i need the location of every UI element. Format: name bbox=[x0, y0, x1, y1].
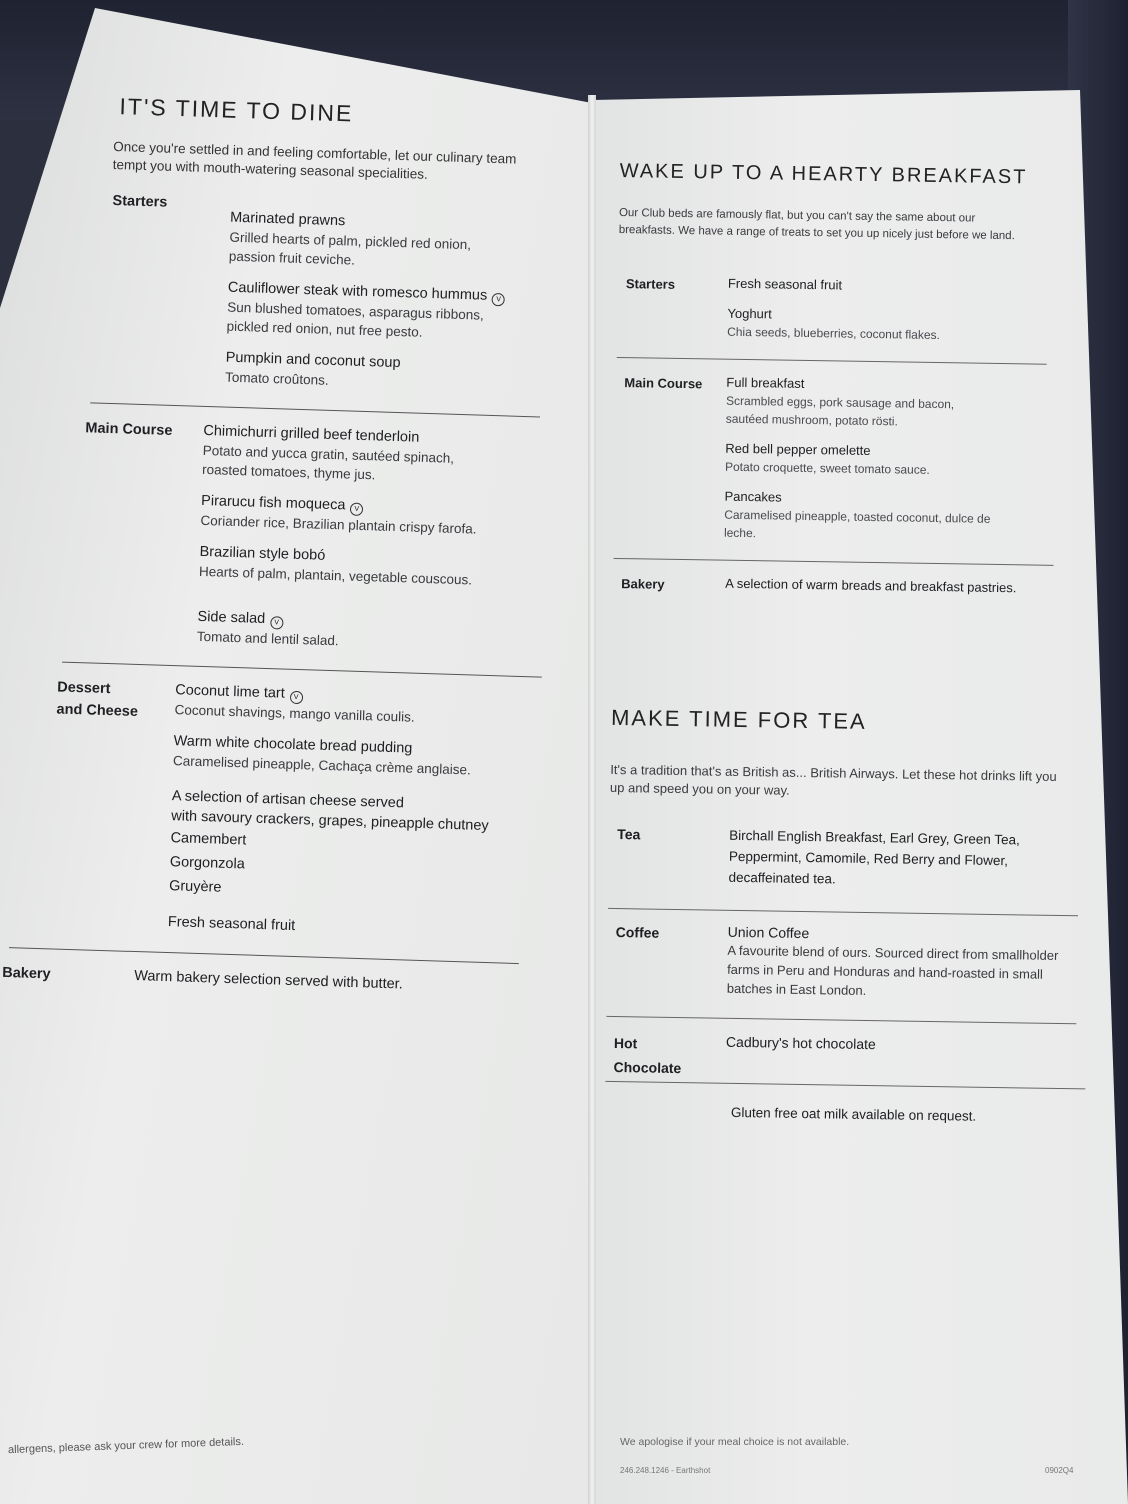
item-name: Yoghurt bbox=[727, 305, 772, 322]
dinner-bakery-label: Bakery bbox=[2, 964, 51, 983]
tea-section bbox=[616, 823, 1079, 893]
breakfast-intro: Our Club beds are famously flat, but you can't say the same about our breakfasts. We have a range of treats to set you up nicely just before we land. bbox=[618, 206, 1015, 243]
item-name: A selection of warm breads and breakfast pastries. bbox=[725, 575, 1017, 596]
item-name: Fresh seasonal fruit bbox=[727, 275, 843, 293]
dinner-starters-section bbox=[106, 190, 556, 409]
tea-title: MAKE TIME FOR TEA bbox=[610, 704, 867, 734]
item-desc: Sun blushed tomatoes, asparagus ribbons, pickled red onion, nut free pesto. bbox=[226, 299, 485, 340]
dinner-title: IT'S TIME TO DINE bbox=[119, 93, 354, 127]
dinner-dessert-label: Dessert and Cheese bbox=[56, 679, 139, 721]
divider bbox=[606, 1016, 1076, 1024]
breakfast-main-section bbox=[622, 372, 1087, 559]
dinner-main-label: Main Course bbox=[85, 420, 173, 439]
divider bbox=[614, 558, 1054, 566]
menu-item bbox=[728, 275, 1088, 299]
cheese-name: Camembert bbox=[170, 830, 247, 849]
hot-chocolate-label: Hot Chocolate bbox=[613, 1035, 682, 1077]
cheese-item bbox=[169, 786, 538, 909]
dinner-starters-label: Starters bbox=[112, 192, 168, 211]
cheese-name: Gruyère bbox=[168, 878, 222, 896]
dinner-panel bbox=[0, 90, 560, 1001]
menu-item bbox=[229, 208, 557, 276]
cheese-line: with savoury crackers, grapes, pineapple chutney bbox=[171, 808, 489, 835]
dinner-main-section bbox=[78, 417, 549, 668]
hot-chocolate-section bbox=[613, 1031, 1076, 1086]
tea-intro: It's a tradition that's as British as... British Airways. Let these hot drinks lift you up and speed you on your way. bbox=[609, 761, 1057, 798]
item-name: Red bell pepper omelette bbox=[725, 440, 871, 458]
item-name: Warm white chocolate bread pudding bbox=[173, 733, 413, 757]
breakfast-bakery-section bbox=[621, 573, 1083, 602]
item-name: Pumpkin and coconut soup bbox=[225, 349, 401, 372]
breakfast-main-label: Main Course bbox=[624, 375, 703, 392]
coffee-section bbox=[615, 921, 1078, 1003]
menu-item bbox=[726, 374, 1087, 434]
divider bbox=[608, 908, 1078, 916]
cheese-name: Gorgonzola bbox=[169, 854, 246, 873]
item-desc: Tomato and lentil salad. bbox=[196, 628, 339, 649]
oat-milk-note: Gluten free oat milk available on request. bbox=[730, 1104, 977, 1124]
menu-item bbox=[199, 542, 546, 592]
item-desc: Potato croquette, sweet tomato sauce. bbox=[724, 459, 930, 477]
item-name: Side salad V bbox=[197, 607, 543, 638]
breakfast-bakery-label: Bakery bbox=[621, 576, 665, 592]
menu-code-right: 0902Q4 bbox=[1045, 1466, 1074, 1475]
cheese-line: A selection of artisan cheese served bbox=[171, 788, 405, 812]
divider bbox=[617, 357, 1047, 365]
breakfast-starters-section bbox=[625, 273, 1088, 358]
menu-item bbox=[724, 488, 1085, 548]
allergen-footnote: allergens, please ask your crew for more details. bbox=[7, 1435, 245, 1457]
menu-item bbox=[168, 912, 534, 943]
menu-item bbox=[197, 607, 544, 657]
breakfast-panel bbox=[605, 150, 1090, 1127]
item-name: Brazilian style bobó bbox=[199, 543, 326, 564]
dinner-dessert-section bbox=[49, 676, 541, 955]
coffee-label: Coffee bbox=[615, 924, 660, 941]
item-desc: Scrambled eggs, pork sausage and bacon, sautéed mushroom, potato rösti. bbox=[725, 393, 955, 429]
tea-label: Tea bbox=[617, 826, 641, 843]
item-desc: Caramelised pineapple, Cachaça crème anglaise. bbox=[172, 753, 472, 778]
breakfast-starters-label: Starters bbox=[625, 276, 676, 292]
dietary-icon: V bbox=[350, 503, 363, 516]
item-name: Warm bakery selection served with butter. bbox=[133, 968, 403, 993]
menu-item bbox=[225, 348, 552, 397]
item-name: Pancakes bbox=[724, 488, 782, 505]
menu-code: 246.248.1246 - Earthshot bbox=[620, 1466, 711, 1475]
item-desc: Potato and yucca gratin, sautéed spinach, roasted tomatoes, thyme jus. bbox=[201, 442, 455, 483]
item-name: Pirarucu fish moqueca V bbox=[201, 491, 547, 522]
item-name: Full breakfast bbox=[726, 374, 805, 391]
menu-item bbox=[727, 305, 1088, 347]
menu-item bbox=[174, 680, 541, 730]
item-desc: Hearts of palm, plantain, vegetable couscous. bbox=[198, 563, 473, 588]
apology-footnote: We apologise if your meal choice is not available. bbox=[620, 1436, 850, 1448]
item-desc: A favourite blend of ours. Sourced direct from smallholder farms in Peru and Honduras and hand-roasted in small batches in East London. bbox=[726, 942, 1059, 998]
menu-item bbox=[226, 278, 554, 346]
item-name: Marinated prawns bbox=[229, 209, 346, 230]
menu-fold bbox=[588, 95, 596, 1504]
item-desc: Coconut shavings, mango vanilla coulis. bbox=[174, 702, 415, 725]
dietary-icon: V bbox=[270, 616, 283, 629]
item-name: Cadbury's hot chocolate bbox=[725, 1033, 876, 1053]
item-name: Coconut lime tart V bbox=[175, 680, 541, 711]
item-desc: Tomato croûtons. bbox=[224, 369, 329, 388]
item-desc: Coriander rice, Brazilian plantain crispy farofa. bbox=[200, 512, 477, 537]
dietary-icon: V bbox=[289, 691, 302, 704]
item-name: Chimichurri grilled beef tenderloin bbox=[203, 422, 420, 446]
item-name: Fresh seasonal fruit bbox=[167, 914, 296, 935]
item-name: Cauliflower steak with romesco hummus V bbox=[228, 278, 554, 308]
dietary-icon: V bbox=[492, 293, 505, 306]
menu-item bbox=[173, 731, 540, 781]
breakfast-title: WAKE UP TO A HEARTY BREAKFAST bbox=[619, 159, 1028, 189]
dinner-intro: Once you're settled in and feeling comfortable, let our culinary team tempt you with mouth-watering seasonal specialities. bbox=[112, 138, 517, 182]
item-desc: Chia seeds, blueberries, coconut flakes. bbox=[727, 324, 941, 343]
menu-item bbox=[725, 440, 1086, 482]
item-desc: Caramelised pineapple, toasted coconut, dulce de leche. bbox=[723, 507, 991, 541]
menu-item bbox=[202, 421, 550, 490]
menu-item bbox=[200, 491, 547, 541]
item-name: Union Coffee bbox=[727, 923, 810, 942]
item-desc: Grilled hearts of palm, pickled red onion, passion fruit ceviche. bbox=[228, 229, 472, 268]
item-desc: Birchall English Breakfast, Earl Grey, Green Tea, Peppermint, Camomile, Red Berry and Flower, decaffeinated tea. bbox=[728, 827, 1020, 887]
